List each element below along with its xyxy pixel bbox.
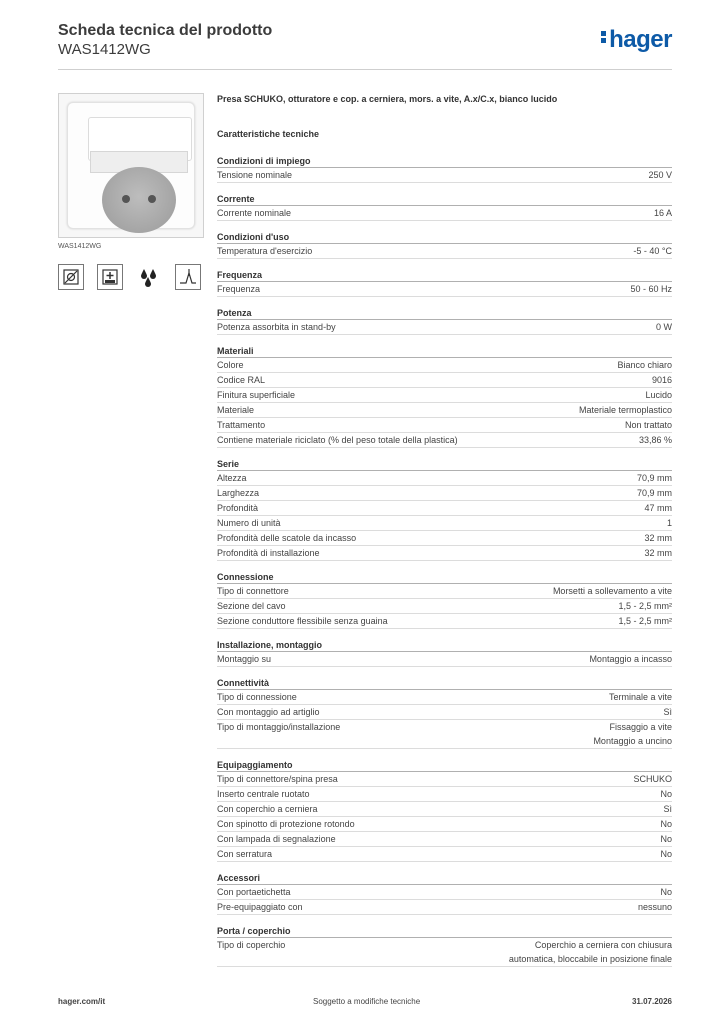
section-title: Connessione [217, 570, 672, 584]
spec-label: Con spinotto di protezione rotondo [217, 819, 355, 829]
section-title: Equipaggiamento [217, 758, 672, 772]
socket-plate [67, 102, 195, 229]
spec-row [217, 168, 672, 183]
spec-label: Con lampada di segnalazione [217, 834, 336, 844]
spec-row [217, 705, 672, 720]
technical-specs [217, 94, 672, 967]
section-title: Condizioni d'uso [217, 230, 672, 244]
logo-dots-icon [601, 29, 607, 45]
tech-heading: Caratteristiche tecniche [217, 129, 320, 139]
child-protection-icon [58, 264, 84, 290]
spec-label: Contiene materiale riciclato (% del peso totale della plastica) [217, 435, 458, 445]
logo-text: hager [609, 26, 672, 53]
spec-label: Numero di unità [217, 518, 281, 528]
spec-label: Colore [217, 360, 244, 370]
spec-row [217, 282, 672, 297]
spec-value: 1,5 - 2,5 mm² [618, 601, 672, 611]
spec-value: Terminale a vite [608, 692, 672, 702]
section-title: Potenza [217, 306, 672, 320]
section-title: Corrente [217, 192, 672, 206]
brand-logo [601, 26, 672, 54]
spec-label: Temperatura d'esercizio [217, 246, 313, 256]
spec-value: Fissaggio a vite Montaggio a uncino [593, 722, 672, 746]
spec-row [217, 938, 672, 967]
spec-label: Tipo di connettore [217, 586, 289, 596]
spec-label: Pre-equipaggiato con [217, 902, 303, 912]
spec-row [217, 832, 672, 847]
product-code: WAS1412WG [58, 41, 151, 58]
spec-row [217, 373, 672, 388]
spec-value: nessuno [637, 902, 672, 912]
spec-label: Con coperchio a cerniera [217, 804, 318, 814]
footer-date: 31.07.2026 [631, 997, 672, 1006]
spec-label: Sezione del cavo [217, 601, 286, 611]
spec-row [217, 388, 672, 403]
spec-value: 70,9 mm [636, 473, 672, 483]
spec-value: 0 W [655, 322, 672, 332]
spec-row [217, 418, 672, 433]
spec-row [217, 531, 672, 546]
spec-value: Bianco chiaro [617, 360, 672, 370]
spec-label: Trattamento [217, 420, 266, 430]
spec-label: Frequenza [217, 284, 261, 294]
spec-row [217, 690, 672, 705]
spec-label: Profondità delle scatole da incasso [217, 533, 357, 543]
section-title: Serie [217, 457, 672, 471]
spec-value: 1,5 - 2,5 mm² [618, 616, 672, 626]
spec-value: 70,9 mm [636, 488, 672, 498]
spec-row [217, 320, 672, 335]
class-label-icon [97, 264, 123, 290]
spec-value: Sì [663, 804, 672, 814]
water-drops-icon [136, 264, 162, 290]
spec-label: Tipo di coperchio [217, 940, 286, 950]
spec-label: Tipo di connettore/spina presa [217, 774, 338, 784]
spec-label: Codice RAL [217, 375, 266, 385]
section-title: Materiali [217, 344, 672, 358]
spec-label: Tipo di montaggio/installazione [217, 722, 341, 732]
section-title: Frequenza [217, 268, 672, 282]
spec-value: Materiale termoplastico [578, 405, 672, 415]
spec-value: 16 A [653, 208, 672, 218]
spec-value: No [660, 887, 672, 897]
spec-row [217, 516, 672, 531]
spec-label: Tensione nominale [217, 170, 293, 180]
connection-symbol-icon [175, 264, 201, 290]
spec-value: -5 - 40 °C [633, 246, 672, 256]
footer-note: Soggetto a modifiche tecniche [313, 997, 421, 1006]
spec-value: No [660, 789, 672, 799]
spec-value: No [660, 834, 672, 844]
spec-row [217, 847, 672, 862]
spec-label: Larghezza [217, 488, 260, 498]
spec-row [217, 206, 672, 221]
spec-value: No [660, 819, 672, 829]
spec-value: No [660, 849, 672, 859]
spec-row [217, 652, 672, 667]
spec-label: Con serratura [217, 849, 273, 859]
spec-label: Profondità di installazione [217, 548, 320, 558]
section-title: Connettività [217, 676, 672, 690]
spec-label: Con portaetichetta [217, 887, 291, 897]
spec-label: Montaggio su [217, 654, 272, 664]
spec-row [217, 885, 672, 900]
spec-row [217, 900, 672, 915]
spec-value: 33,86 % [638, 435, 672, 445]
page-header [58, 20, 672, 70]
product-description: Presa SCHUKO, otturatore e cop. a cerniera, mors. a vite, A.x/C.x, bianco lucido [217, 94, 558, 104]
spec-label: Altezza [217, 473, 247, 483]
spec-value: 47 mm [644, 503, 672, 513]
document-title: Scheda tecnica del prodotto [58, 22, 273, 39]
spec-value: Montaggio a incasso [589, 654, 672, 664]
spec-value: 50 - 60 Hz [630, 284, 672, 294]
spec-row [217, 787, 672, 802]
spec-row [217, 358, 672, 373]
spec-label: Sezione conduttore flessibile senza guaina [217, 616, 388, 626]
socket-hole [148, 195, 156, 203]
spec-label: Finitura superficiale [217, 390, 296, 400]
spec-value: Sì [663, 707, 672, 717]
certification-icons [58, 264, 201, 290]
spec-value: Non trattato [624, 420, 672, 430]
spec-label: Potenza assorbita in stand-by [217, 322, 336, 332]
spec-sections [217, 154, 672, 967]
spec-row [217, 599, 672, 614]
spec-value: SCHUKO [633, 774, 672, 784]
spec-row [217, 403, 672, 418]
spec-label: Inserto centrale ruotato [217, 789, 310, 799]
spec-row [217, 471, 672, 486]
spec-row [217, 584, 672, 599]
spec-value: 32 mm [644, 548, 672, 558]
spec-value: 32 mm [644, 533, 672, 543]
spec-label: Materiale [217, 405, 255, 415]
spec-label: Con montaggio ad artiglio [217, 707, 320, 717]
spec-label: Profondità [217, 503, 259, 513]
spec-value: 1 [666, 518, 672, 528]
spec-row [217, 772, 672, 787]
spec-row [217, 817, 672, 832]
spec-value: Morsetti a sollevamento a vite [552, 586, 672, 596]
spec-label: Tipo di connessione [217, 692, 297, 702]
section-title: Porta / coperchio [217, 924, 672, 938]
socket-hole [122, 195, 130, 203]
section-title: Installazione, montaggio [217, 638, 672, 652]
spec-row [217, 433, 672, 448]
image-caption: WAS1412WG [58, 243, 102, 250]
spec-row [217, 244, 672, 259]
spec-value: Lucido [645, 390, 672, 400]
schuko-socket [102, 167, 176, 233]
section-title: Accessori [217, 871, 672, 885]
spec-row [217, 720, 672, 749]
section-title: Condizioni di impiego [217, 154, 672, 168]
spec-value: 9016 [651, 375, 672, 385]
spec-row [217, 802, 672, 817]
footer-website: hager.com/it [58, 997, 106, 1006]
spec-label: Corrente nominale [217, 208, 292, 218]
spec-row [217, 546, 672, 561]
spec-value: 250 V [648, 170, 672, 180]
spec-row [217, 501, 672, 516]
product-image [58, 93, 204, 238]
spec-row [217, 614, 672, 629]
spec-value: Coperchio a cerniera con chiusura automatica, bloccabile in posizione finale [508, 940, 672, 964]
spec-row [217, 486, 672, 501]
